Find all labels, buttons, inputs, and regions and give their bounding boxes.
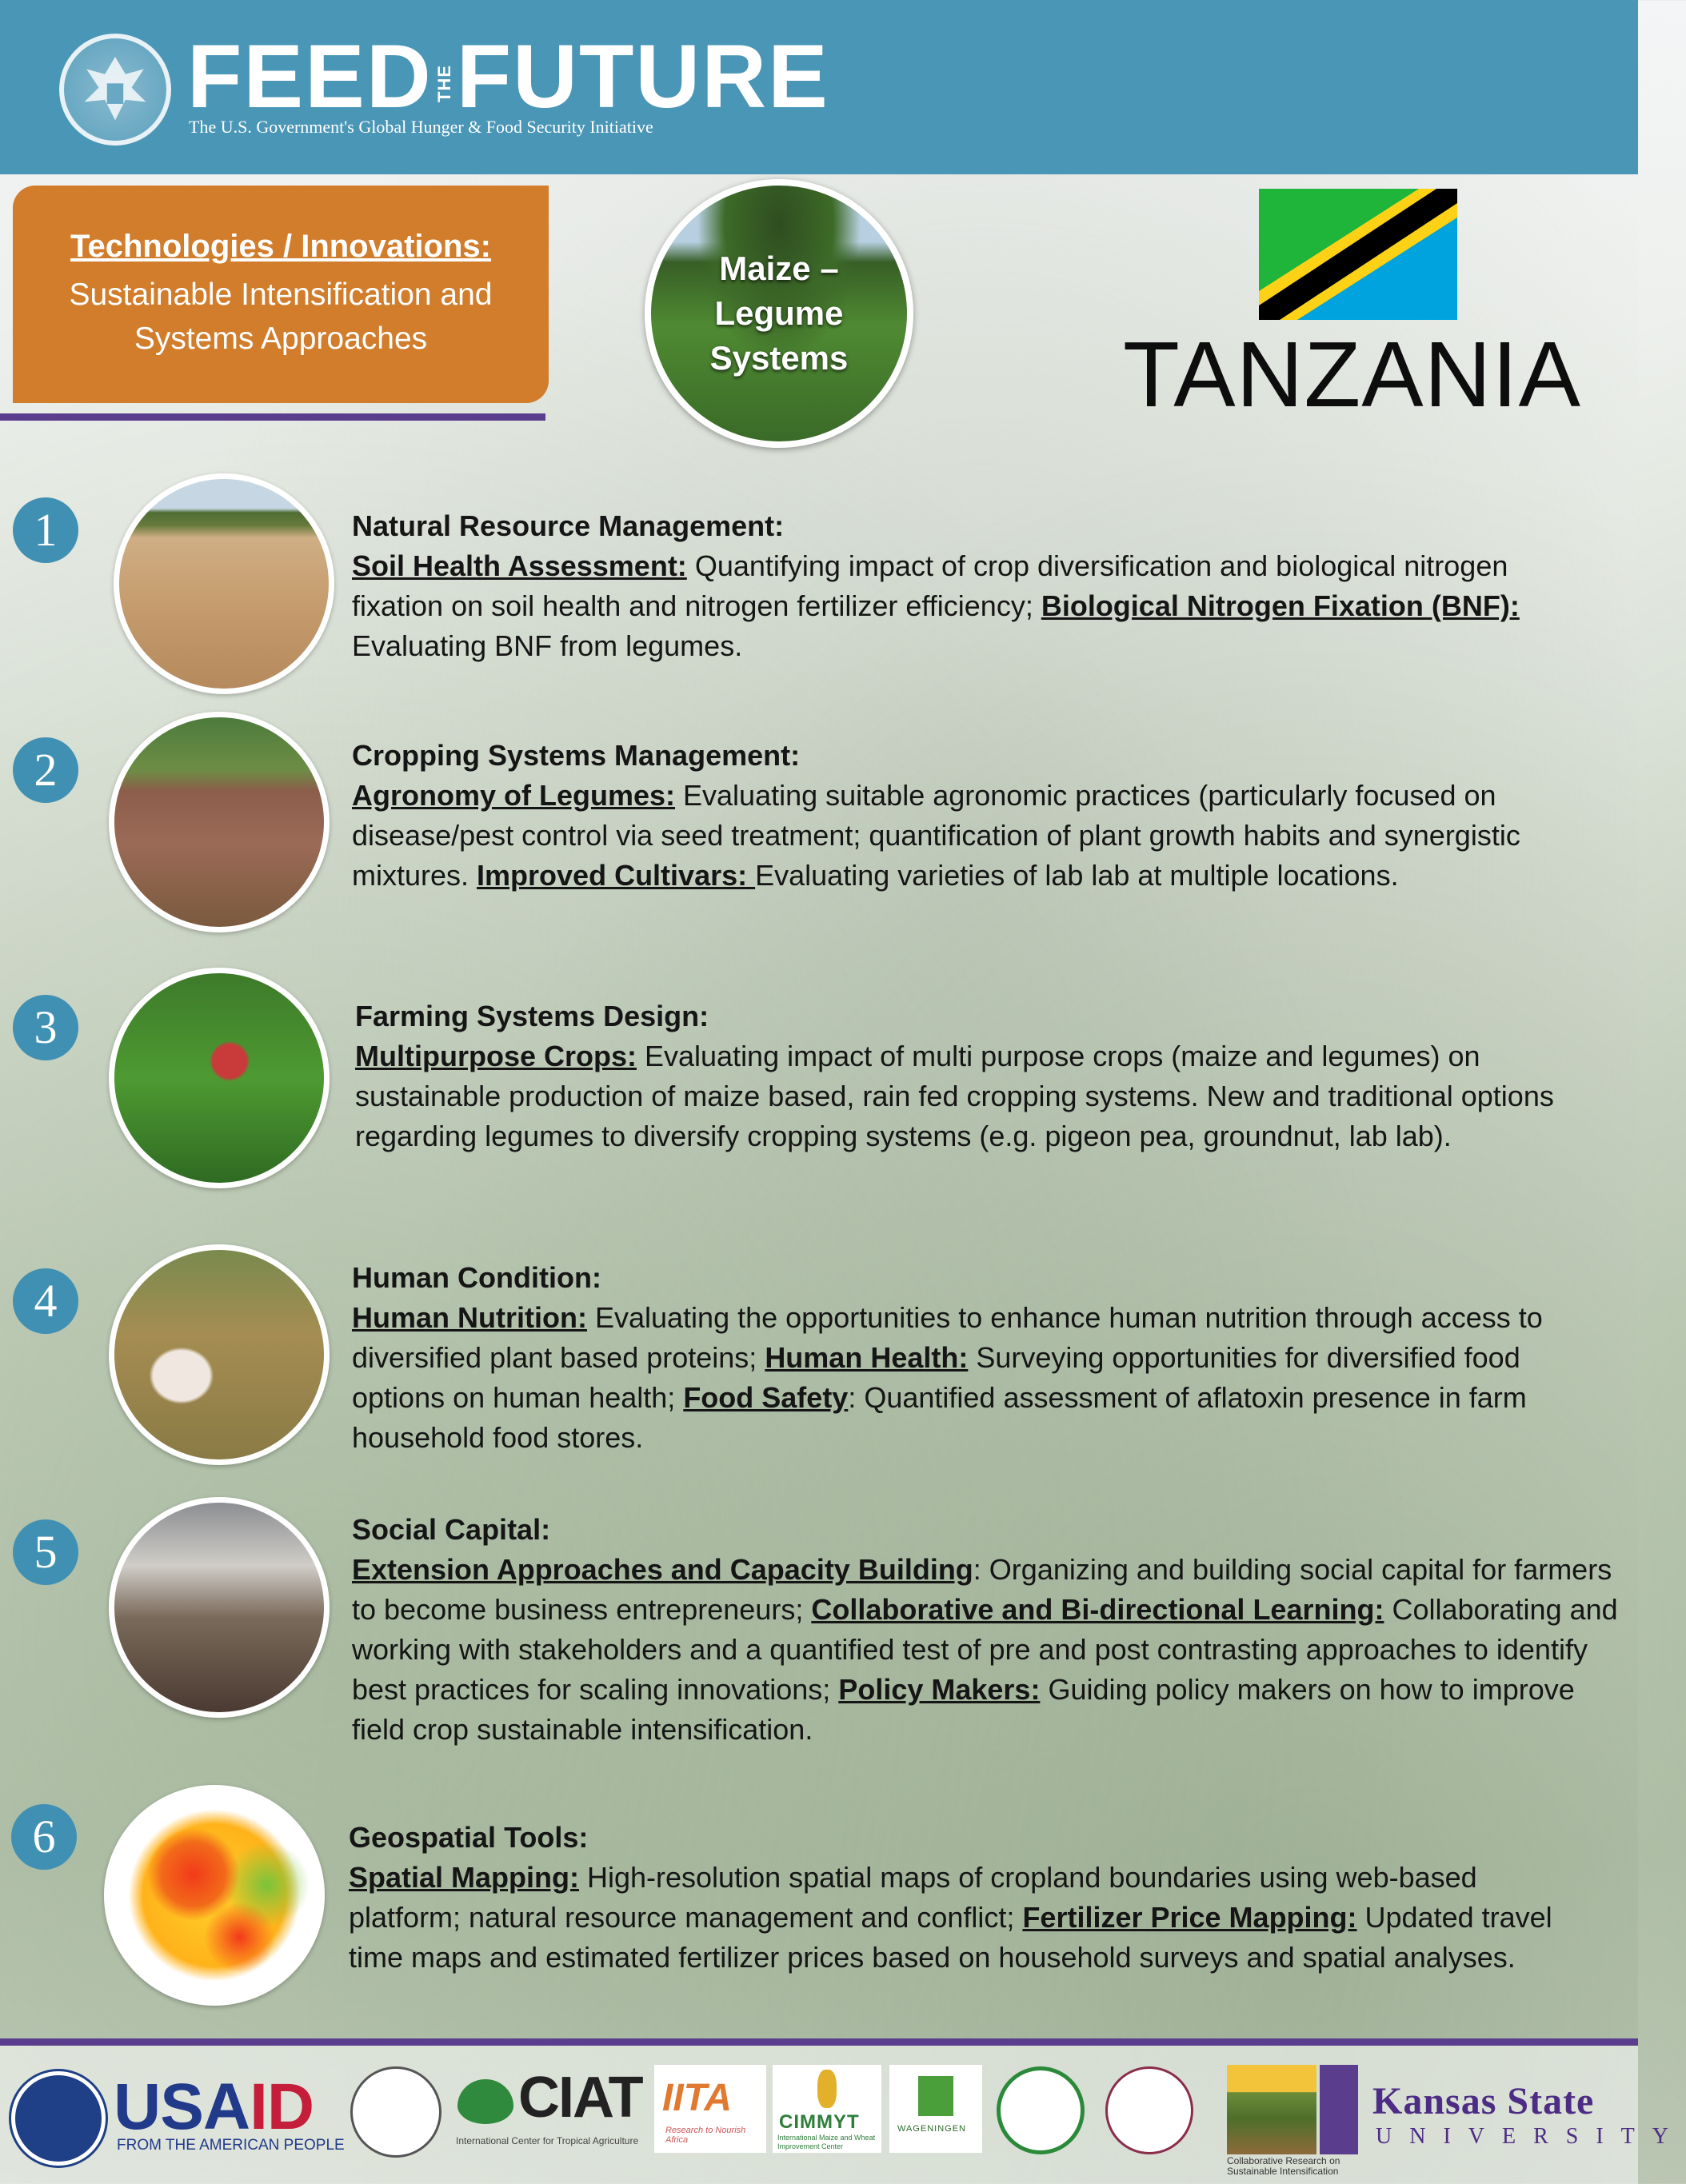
item-description: [355, 996, 1627, 1156]
usaid-tagline: FROM THE AMERICAN PEOPLE: [117, 2137, 345, 2154]
feed-the-future-logo: FEEDTHEFUTURE: [187, 26, 829, 126]
item-topic-label: Food Safety: [683, 1381, 849, 1414]
item-topic-label: Fertilizer Price Mapping:: [1022, 1901, 1357, 1934]
ciat-logo: CIAT International Center for Tropical Agriculture: [456, 2066, 642, 2146]
item-topic-label: Human Health:: [765, 1341, 969, 1374]
item-description: [349, 1818, 1596, 1978]
item-description: [352, 1510, 1624, 1750]
divider: [0, 413, 545, 421]
item-topic-text: Updated travel time maps and estimated fertilizer prices based on household surveys and spatial analyses.: [349, 1901, 1552, 1974]
item-topic-label: Agronomy of Legumes:: [352, 779, 676, 812]
technologies-box: [13, 186, 549, 403]
field-sun-icon: [1227, 2065, 1316, 2154]
item-topic-text: Evaluating BNF from legumes.: [352, 629, 743, 662]
header-bar: [0, 0, 1638, 174]
country-name: TANZANIA: [1123, 322, 1581, 426]
badge-text: Maize – Legume Systems: [709, 250, 849, 377]
item-description: [352, 736, 1624, 896]
item-heading: Farming Systems Design:: [355, 1000, 709, 1032]
item-heading: Natural Resource Management:: [352, 509, 785, 542]
farmer-in-legumes-photo: [109, 968, 330, 1188]
item-description: [352, 1258, 1616, 1458]
technologies-subtitle-line1: Sustainable Intensification and: [69, 277, 493, 312]
kansas-state-subtitle: UNIVERSITY: [1376, 2124, 1686, 2149]
wageningen-mark-icon: [918, 2076, 953, 2116]
item-heading: Human Condition:: [352, 1261, 601, 1294]
item-number-badge: 5: [13, 1519, 78, 1585]
mother-and-child-photo: [109, 1244, 330, 1465]
item-topic-label: Human Nutrition:: [352, 1301, 587, 1334]
innovation-lab-band: [1320, 2065, 1358, 2154]
field-plots-photo: [109, 712, 330, 932]
usaid-seal-icon: [11, 2071, 106, 2166]
tanzania-flag-icon: [1259, 189, 1457, 320]
maize-legume-badge: [645, 179, 913, 448]
us-great-seal-icon: [59, 34, 171, 146]
item-topic-label: Soil Health Assessment:: [352, 549, 687, 582]
technologies-title: Technologies / Innovations:: [70, 228, 491, 264]
usaid-logo: USAID: [114, 2070, 314, 2143]
tilled-field-photo: [114, 473, 334, 694]
item-topic-text: Evaluating varieties of lab lab at multiple locations.: [755, 859, 1399, 892]
item-topic-text: Evaluating impact of multi purpose crops (maize and legumes) on sustainable production of maize based, rain fed cropping systems. New and traditional options regarding legumes to diversify cropping systems (e.g. pigeon pea, groundnut, lab lab).: [355, 1040, 1554, 1152]
kansas-state-logo: Kansas State: [1372, 2080, 1595, 2122]
item-heading: Social Capital:: [352, 1513, 551, 1546]
wheat-icon: [817, 2070, 837, 2108]
item-topic-text: : Quantified assessment of aflatoxin presence in farm household food stores.: [352, 1381, 1527, 1454]
iita-logo: IITA Research to Nourish Africa: [654, 2065, 766, 2153]
item-number-badge: 6: [11, 1804, 77, 1870]
item-description: [352, 506, 1592, 666]
sokoine-university-seal-icon: [997, 2066, 1085, 2154]
meeting-room-photo: [109, 1497, 330, 1718]
item-number-badge: 4: [13, 1268, 78, 1334]
cimmyt-logo: CIMMYT International Maize and Wheat Improvement Center: [773, 2065, 881, 2153]
item-topic-label: Policy Makers:: [838, 1673, 1041, 1706]
item-topic-text: Surveying opportunities for diversified food options on human health;: [352, 1341, 1520, 1414]
item-topic-text: Evaluating the opportunities to enhance human nutrition through access to diversified plant based proteins;: [352, 1301, 1543, 1374]
item-topic-label: Spatial Mapping:: [349, 1861, 579, 1894]
michigan-state-seal-icon: [350, 2066, 441, 2158]
item-topic-text: : Organizing and building social capital for farmers to become business entrepreneurs;: [352, 1553, 1612, 1626]
item-topic-text: Guiding policy makers on how to improve field crop sustainable intensification.: [352, 1673, 1575, 1746]
wageningen-logo: WAGENINGEN: [889, 2065, 982, 2153]
footer-divider: [0, 2038, 1638, 2046]
item-topic-label: Collaborative and Bi-directional Learning:: [811, 1593, 1384, 1626]
item-number-badge: 1: [13, 497, 78, 563]
item-topic-label: Multipurpose Crops:: [355, 1040, 637, 1072]
item-topic-label: Improved Cultivars:: [477, 859, 756, 892]
arusha-seal-icon: [1105, 2066, 1193, 2154]
item-topic-text: Evaluating suitable agronomic practices (particularly focused on disease/pest control via seed treatment; quantification of plant growth habits and synergistic mixtures.: [352, 779, 1520, 892]
technologies-subtitle-line2: Systems Approaches: [134, 321, 428, 356]
sustainable-intensification-lab-logo: Collaborative Research on Sustainable Intensification: [1227, 2065, 1358, 2178]
item-topic-text: High-resolution spatial maps of cropland boundaries using web-based platform; natural resource management and conflict;: [349, 1861, 1477, 1934]
item-topic-text: Collaborating and working with stakeholders and a quantified test of pre and post contrasting approaches to identify best practices for scaling innovations;: [352, 1593, 1618, 1706]
tanzania-heat-map: [104, 1785, 325, 2006]
item-number-badge: 2: [13, 737, 78, 803]
item-topic-label: Extension Approaches and Capacity Building: [352, 1553, 973, 1586]
item-number-badge: 3: [13, 995, 78, 1060]
item-topic-label: Biological Nitrogen Fixation (BNF):: [1041, 589, 1520, 622]
ciat-leaf-icon: [457, 2079, 513, 2124]
item-topic-text: Quantifying impact of crop diversification and biological nitrogen fixation on soil health and nitrogen fertilizer efficiency;: [352, 549, 1508, 622]
item-heading: Geospatial Tools:: [349, 1821, 589, 1854]
item-heading: Cropping Systems Management:: [352, 739, 801, 772]
header-tagline: The U.S. Government's Global Hunger & Food Security Initiative: [189, 117, 653, 137]
